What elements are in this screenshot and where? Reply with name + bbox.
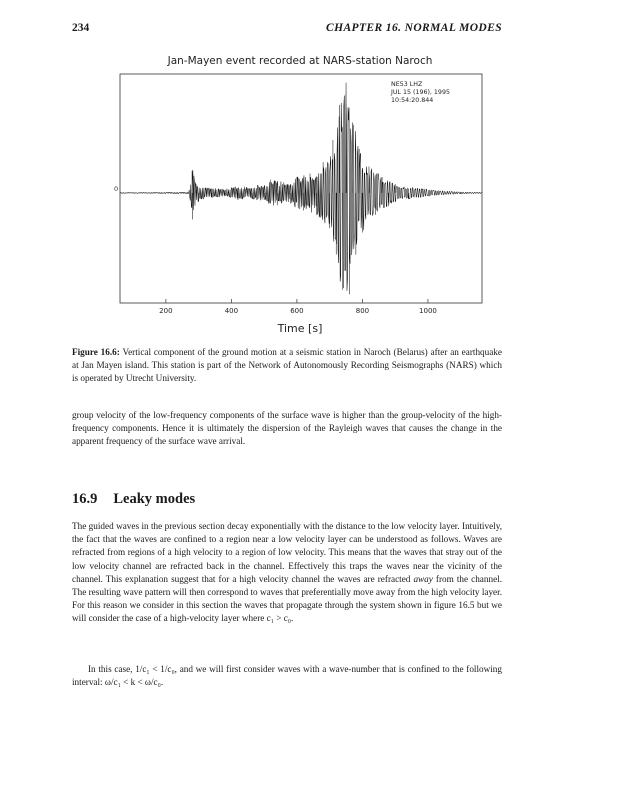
chapter-title: CHAPTER 16. NORMAL MODES [326, 22, 502, 34]
paragraph-guided-waves [72, 520, 502, 626]
running-header [72, 22, 502, 38]
paragraph-guided-waves-part2: from the channel. The resulting wave pattern will then correspond to waves that preferentially move away from the high velocity layer. For this reason we consider in this section the waves that propagate through the system shown in figure 16.5 but we will consider the case of a high-velocity layer where c₁ > c₀. [72, 573, 502, 624]
section-number: 16.9 [72, 491, 98, 507]
chart-title: Jan-Mayen event recorded at NARS-station Naroch [167, 55, 433, 67]
paragraph-guided-waves-part1: The guided waves in the previous section decay exponentially with the distance to the low velocity layer. Intuitively, the fact that the waves are confined to a region near a low velocity layer can be understood as follows. Waves are refracted from regions of a high velocity to a region of low velocity. This means that the waves that stray out of the low velocity channel are refracted back in the channel. Effectively this traps the waves near the vicinity of the channel. This explanation suggest that for a high velocity channel the waves are refracted [72, 521, 502, 584]
x-tick-label-600: 600 [290, 307, 304, 315]
seismogram-figure [110, 46, 490, 346]
emphasis-away: away [413, 573, 433, 584]
x-tick-label-200: 200 [159, 307, 173, 315]
paragraph-wave-number: In this case, 1/c₁ < 1/c₀, and we will first consider waves with a wave-number that is confined to the following interval: ω/c₁ < k < ω/c₀. [72, 664, 502, 688]
paragraph-group-velocity: group velocity of the low-frequency components of the surface wave is higher than the group-velocity of the high-frequency components. Hence it is ultimately the dispersion of the Rayleigh waves that causes the change in the apparent frequency of the surface wave arrival. [72, 410, 502, 447]
x-axis-label: Time [s] [277, 322, 323, 335]
x-tick-label-1000: 1000 [419, 307, 437, 315]
figure-label: Figure 16.6: [72, 347, 120, 357]
caption-text: Vertical component of the ground motion at a seismic station in Naroch (Belarus) after an earthquake at Jan Mayen island. This station is part of the Network of Autonomously Recording Seismographs (NARS) which is operated by Utrecht University. [72, 347, 502, 384]
zero-marker: 0 [114, 185, 119, 193]
x-tick-label-800: 800 [355, 307, 370, 315]
seismogram-chart [110, 46, 490, 346]
figure-caption [72, 346, 502, 386]
annotation-station: NE53 LHZ [391, 81, 423, 88]
section-title: Leaky modes [113, 491, 196, 507]
page-number: 234 [72, 22, 90, 34]
x-tick-label-400: 400 [224, 307, 239, 315]
annotation-date: JUL 15 (196), 1995 [391, 89, 450, 96]
annotation-time: 10:54:20.844 [391, 97, 434, 104]
seismogram-trace [120, 83, 482, 294]
section-heading [72, 491, 502, 508]
